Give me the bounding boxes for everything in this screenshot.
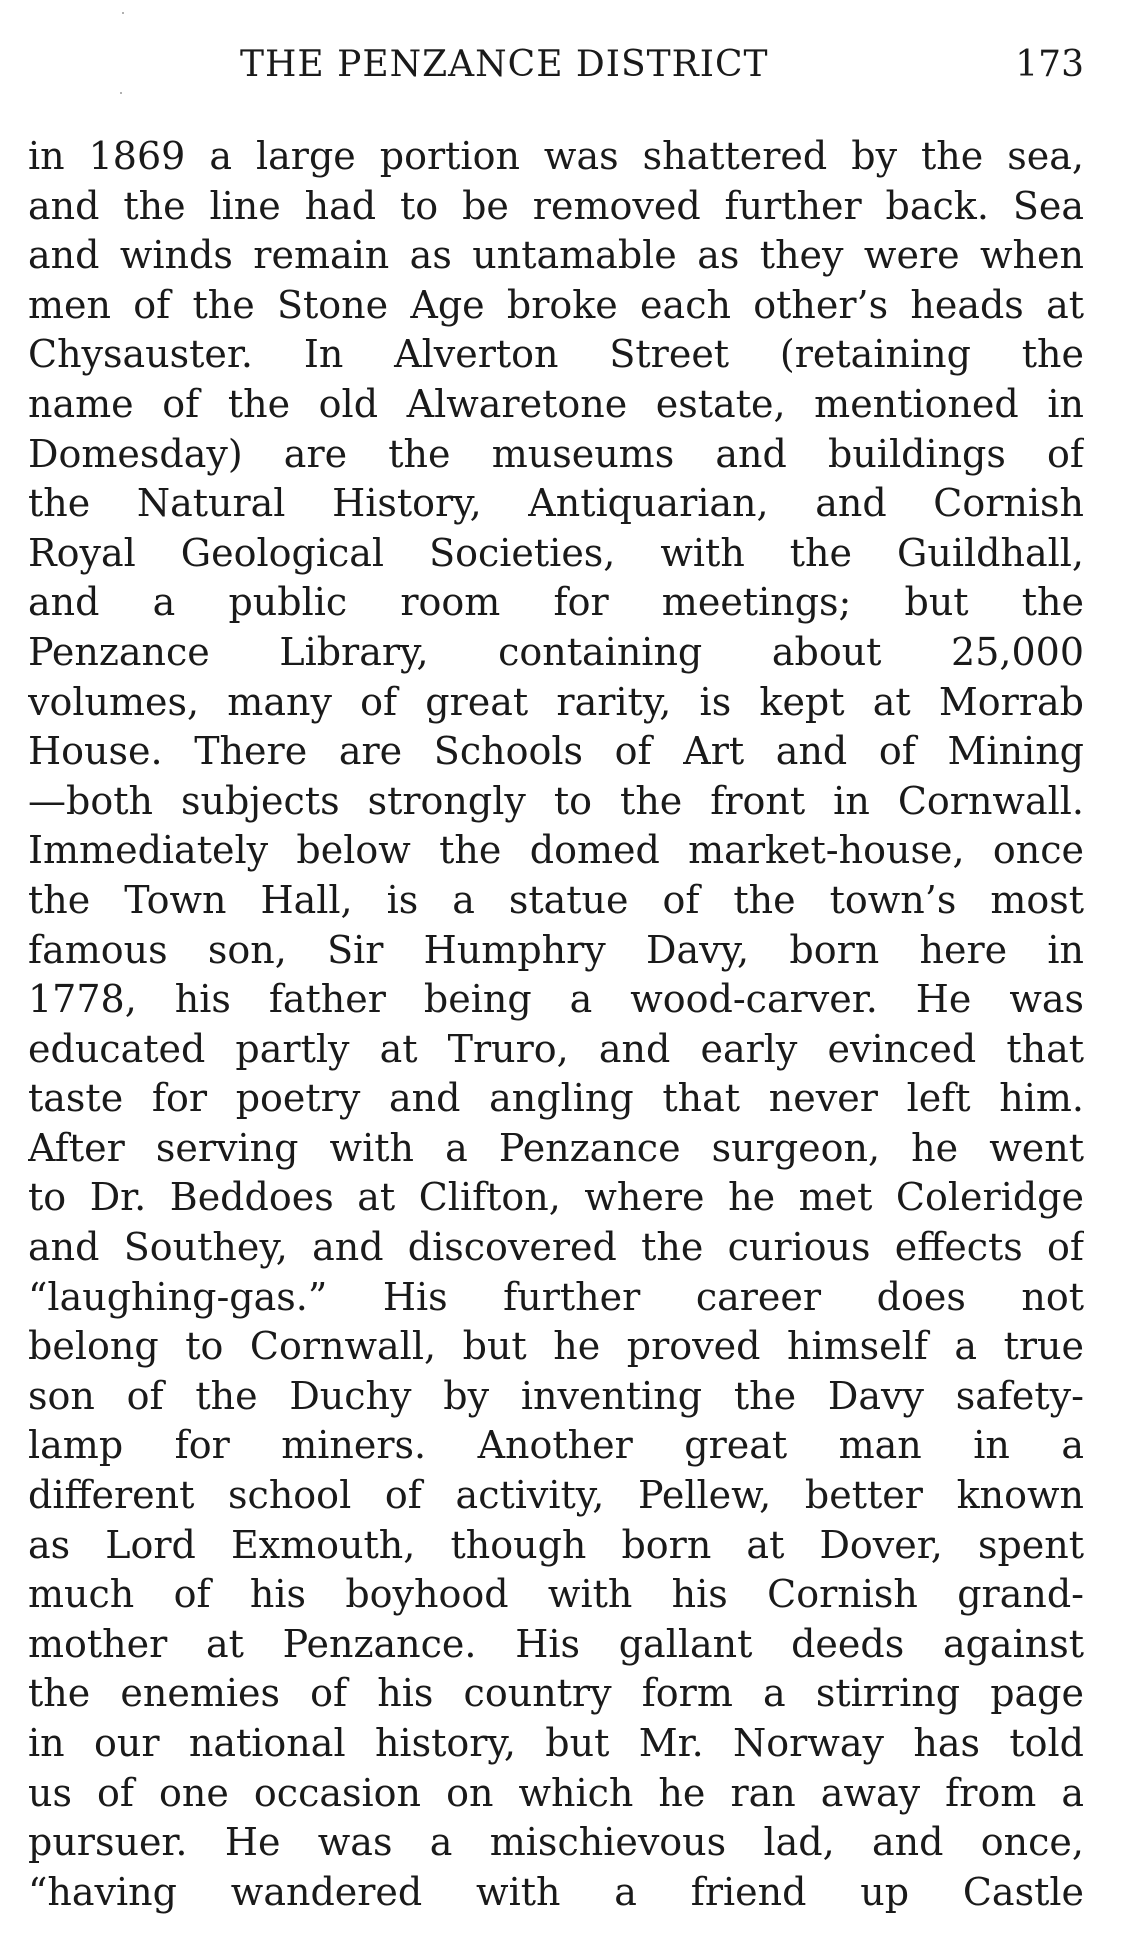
text-line: and a public room for meetings; but the (28, 580, 1084, 625)
text-line: the enemies of his country form a stirring page (28, 1671, 1084, 1716)
text-line: 1778, his father being a wood-carver. He was (28, 977, 1084, 1022)
text-line: famous son, Sir Humphry Davy, born here in (28, 927, 1084, 972)
page-number: 173 (1015, 44, 1084, 85)
running-title: THE PENZANCE DISTRICT (240, 44, 769, 85)
text-line: Immediately below the domed market-house, once (28, 828, 1084, 873)
text-line: belong to Cornwall, but he proved himself a true (28, 1324, 1084, 1369)
text-line: House. There are Schools of Art and of Mining (28, 729, 1084, 774)
text-line: Penzance Library, containing about 25,000 (28, 629, 1084, 674)
text-line: Chysauster. In Alverton Street (retaining the (28, 332, 1084, 377)
text-line: Domesday) are the museums and buildings of (28, 431, 1084, 476)
text-line: “having wandered with a friend up Castle (28, 1869, 1084, 1914)
text-line: mother at Penzance. His gallant deeds against (28, 1621, 1084, 1666)
text-line: and Southey, and discovered the curious effects of (28, 1225, 1084, 1270)
text-line: son of the Duchy by inventing the Davy safety- (28, 1373, 1084, 1418)
body-text (28, 132, 1084, 1917)
scan-speck (120, 92, 122, 94)
text-line: and the line had to be removed further back. Sea (28, 183, 1084, 228)
text-line: in our national history, but Mr. Norway has told (28, 1721, 1084, 1765)
scan-speck (122, 12, 124, 14)
text-line: as Lord Exmouth, though born at Dover, spent (28, 1522, 1084, 1567)
text-line: much of his boyhood with his Cornish grand- (28, 1572, 1084, 1617)
text-line: After serving with a Penzance surgeon, he went (28, 1125, 1084, 1170)
text-line: volumes, many of great rarity, is kept at Morrab (28, 679, 1084, 724)
text-line: to Dr. Beddoes at Clifton, where he met Coleridge (28, 1175, 1084, 1220)
text-line: the Town Hall, is a statue of the town’s most (28, 877, 1084, 922)
text-line: men of the Stone Age broke each other’s heads at (28, 282, 1084, 327)
text-line: pursuer. He was a mischievous lad, and once, (28, 1820, 1084, 1865)
text-line: name of the old Alwaretone estate, mentioned in (28, 381, 1084, 426)
page-header (0, 40, 1124, 90)
text-line: in 1869 a large portion was shattered by the sea, (28, 134, 1084, 178)
text-line: and winds remain as untamable as they were when (28, 233, 1084, 278)
text-line: taste for poetry and angling that never left him. (28, 1076, 1084, 1121)
text-line: us of one occasion on which he ran away from a (28, 1770, 1084, 1815)
text-line: Royal Geological Societies, with the Guildhall, (28, 530, 1084, 575)
text-line: “laughing-gas.” His further career does not (28, 1274, 1084, 1319)
text-line: the Natural History, Antiquarian, and Cornish (28, 481, 1084, 526)
text-line: different school of activity, Pellew, better known (28, 1473, 1084, 1518)
text-line: educated partly at Truro, and early evinced that (28, 1026, 1084, 1071)
text-line: lamp for miners. Another great man in a (28, 1423, 1084, 1468)
text-line: —both subjects strongly to the front in Cornwall. (28, 778, 1084, 823)
